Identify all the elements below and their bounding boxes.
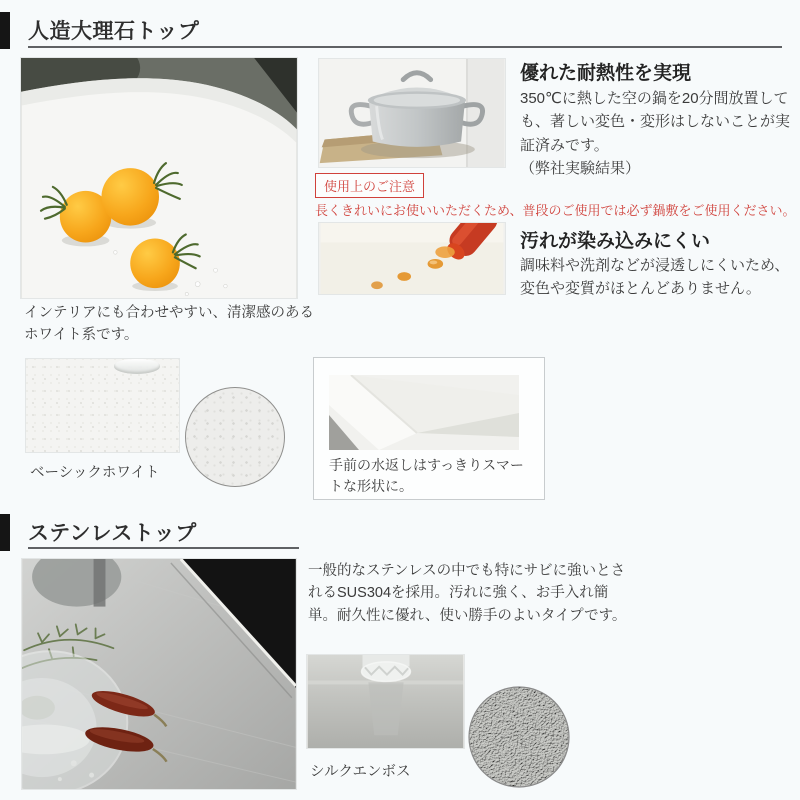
heat-resistance-body-text: 350℃に熱した空の鍋を20分間放置しても、著しい変色・変形はしないことが実証済みです。 [520,90,791,154]
swatch-silk-emboss-zoom-circle [468,686,570,788]
stain-resistance-body: 調味料や洗剤などが浸透しにくいため、変色や変質がほとんどありません。 [520,257,790,298]
photo-stainless-top [21,558,297,790]
stainless-body: 一般的なステンレスの中でも特にサビに強いとされるSUS304を採用。汚れに強く、お手入れ簡単。耐久性に優れ、使い勝手のよいタイプです。 [308,563,627,624]
section-rule [28,46,782,48]
heat-resistance-body [520,87,798,180]
heat-resistance-heading: 優れた耐熱性を実現 [520,63,692,84]
section-title-stainless: ステンレストップ [28,522,197,545]
photo-counter-edge [329,375,519,450]
swatch-basic-white-zoom-circle [185,387,285,487]
section-accent-bar-2 [0,514,10,551]
edge-detail-box [313,357,545,500]
section-rule-2 [28,547,299,549]
photo-pot-on-trivet [318,58,506,168]
section-title-marble: 人造大理石トップ [28,20,200,43]
photo-stainless-top-illustration [22,559,296,789]
caution-label: 使用上のご注意 [315,173,424,198]
photo-sauce-droplets [318,222,506,295]
marble-photo-caption: インテリアにも合わせやすい、清潔感のあるホワイト系です。 [24,305,314,343]
photo-counter-edge-illustration [329,375,519,450]
section-accent-bar [0,12,10,49]
photo-sauce-droplets-illustration [319,223,505,294]
swatch-basic-white [25,358,180,453]
photo-marble-top-tomatoes-illustration [21,58,297,298]
silk-emboss-texture [468,686,570,788]
swatch-basic-white-label: ベーシックホワイト [30,465,160,481]
swatch-silk-emboss-label: シルクエンボス [310,764,411,780]
photo-marble-top-tomatoes [20,57,298,299]
caution-text: 長くきれいにお使いいただくため、普段のご使用では必ず鍋敷をご使用ください。 [315,203,796,218]
swatch-silk-emboss-illustration [307,655,464,748]
water-droplet [114,359,160,374]
heat-resistance-note: （弊社実験結果） [520,159,641,177]
stain-resistance-heading: 汚れが染み込みにくい [520,231,711,252]
swatch-silk-emboss [306,654,465,749]
edge-caption: 手前の水返しはすっきりスマートな形状に。 [329,457,524,494]
photo-pot-on-trivet-illustration [319,59,505,167]
